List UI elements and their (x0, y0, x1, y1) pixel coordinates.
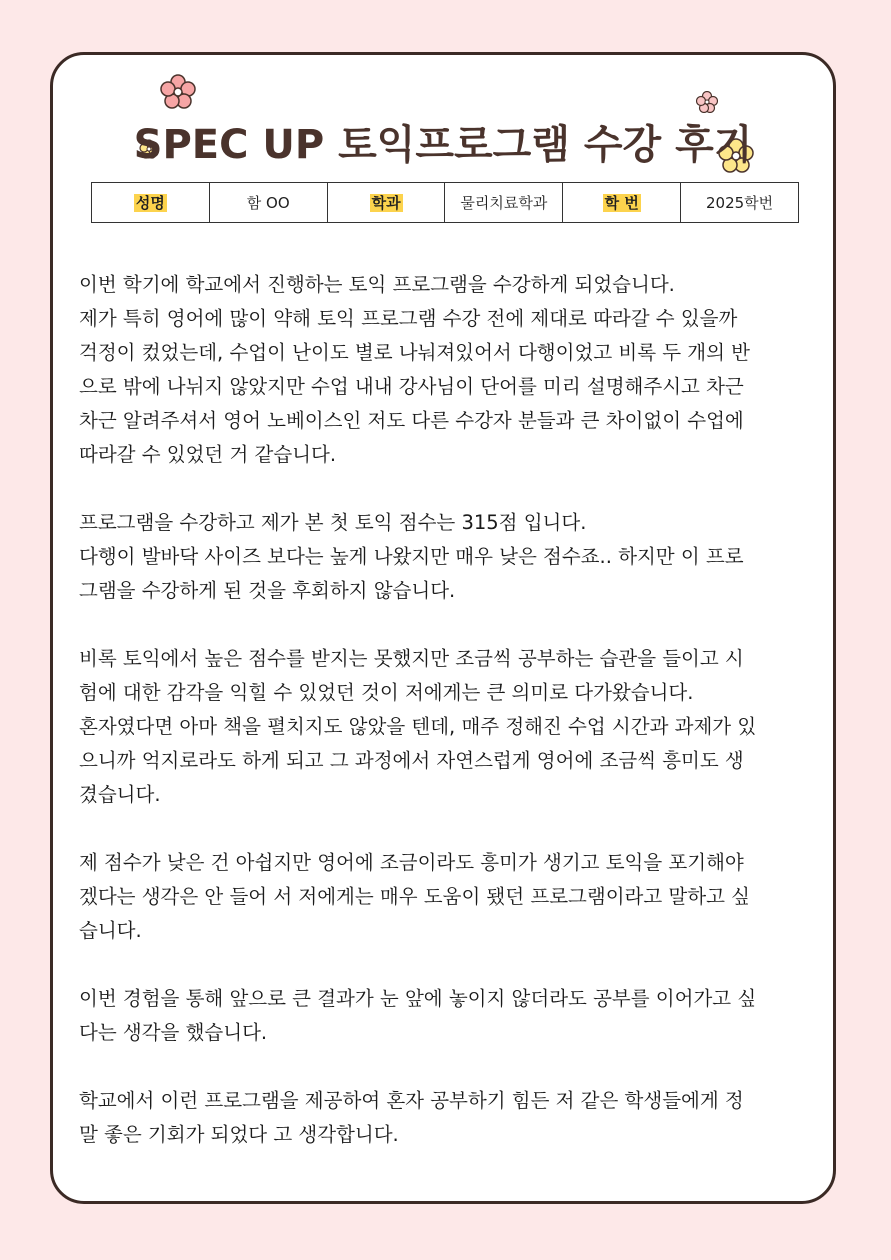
page-title: SPEC UP 토익프로그램 수강 후기 (133, 122, 753, 168)
paragraph-line: 혼자였다면 아마 책을 펼치지도 않았을 텐데, 매주 정해진 수업 시간과 과제가 있 (79, 715, 757, 738)
paragraph-line: 이번 학기에 학교에서 진행하는 토익 프로그램을 수강하게 되었습니다. (79, 273, 675, 296)
paragraph-line: 따라갈 수 있었던 거 같습니다. (79, 443, 337, 466)
paragraph-line: 제가 특히 영어에 많이 약해 토익 프로그램 수강 전에 제대로 따라갈 수 있을까 (79, 307, 738, 330)
paragraph-line: 으로 밖에 나뉘지 않았지만 수업 내내 강사님이 단어를 미리 설명해주시고 차근 (79, 375, 744, 398)
paragraph-line: 제 점수가 낮은 건 아쉽지만 영어에 조금이라도 흥미가 생기고 토익을 포기해야 (79, 851, 744, 874)
paragraph-line: 으니까 억지로라도 하게 되고 그 과정에서 자연스럽게 영어에 조금씩 흥미도 생 (79, 749, 744, 772)
small-pink-flower-icon (696, 91, 718, 113)
review-paragraph (79, 1084, 819, 1152)
pink-flower-icon (159, 73, 197, 111)
paragraph-line: 다행이 발바닥 사이즈 보다는 높게 나왔지만 매우 낮은 점수죠.. 하지만 이 프로 (79, 545, 744, 568)
paragraph-line: 이번 경험을 통해 앞으로 큰 결과가 눈 앞에 놓이지 않더라도 공부를 이어가고 싶 (79, 987, 757, 1010)
paragraph-line: 그램을 수강하게 된 것을 후회하지 않습니다. (79, 579, 456, 602)
name-label: 성명 (135, 194, 165, 212)
dept-label-cell (327, 183, 445, 223)
review-paragraph (79, 846, 819, 948)
student-info-table (91, 182, 799, 223)
paragraph-line: 겠다는 생각은 안 들어 서 저에게는 매우 도움이 됐던 프로그램이라고 말하고 싶 (79, 885, 750, 908)
review-paragraph (79, 642, 819, 812)
review-card (50, 52, 836, 1204)
review-paragraph (79, 268, 819, 472)
paragraph-line: 프로그램을 수강하고 제가 본 첫 토익 점수는 315점 입니다. (79, 511, 587, 534)
review-paragraph (79, 982, 819, 1050)
paragraph-line: 비록 토익에서 높은 점수를 받지는 못했지만 조금씩 공부하는 습관을 들이고 시 (79, 647, 744, 670)
paragraph-line: 말 좋은 기회가 되었다 고 생각합니다. (79, 1123, 399, 1146)
dept-label: 학과 (371, 194, 401, 212)
review-paragraph (79, 506, 819, 608)
paragraph-line: 차근 알려주셔서 영어 노베이스인 저도 다른 수강자 분들과 큰 차이없이 수업에 (79, 409, 744, 432)
name-label-cell (92, 183, 210, 223)
paragraph-line: 걱정이 컸었는데, 수업이 난이도 별로 나눠져있어서 다행이었고 비록 두 개의 반 (79, 341, 750, 364)
paragraph-line: 다는 생각을 했습니다. (79, 1021, 268, 1044)
paragraph-line: 학교에서 이런 프로그램을 제공하여 혼자 공부하기 힘든 저 같은 학생들에게 정 (79, 1089, 744, 1112)
paragraph-line: 겼습니다. (79, 783, 161, 806)
paragraph-line: 험에 대한 감각을 익힐 수 있었던 것이 저에게는 큰 의미로 다가왔습니다. (79, 681, 694, 704)
name-value: 함 OO (209, 183, 327, 223)
student-id-label-cell (563, 183, 681, 223)
student-id-label: 학 번 (604, 194, 639, 212)
student-id-value: 2025학번 (681, 183, 799, 223)
dept-value: 물리치료학과 (445, 183, 563, 223)
paragraph-line: 습니다. (79, 919, 142, 942)
review-body (79, 268, 819, 1186)
